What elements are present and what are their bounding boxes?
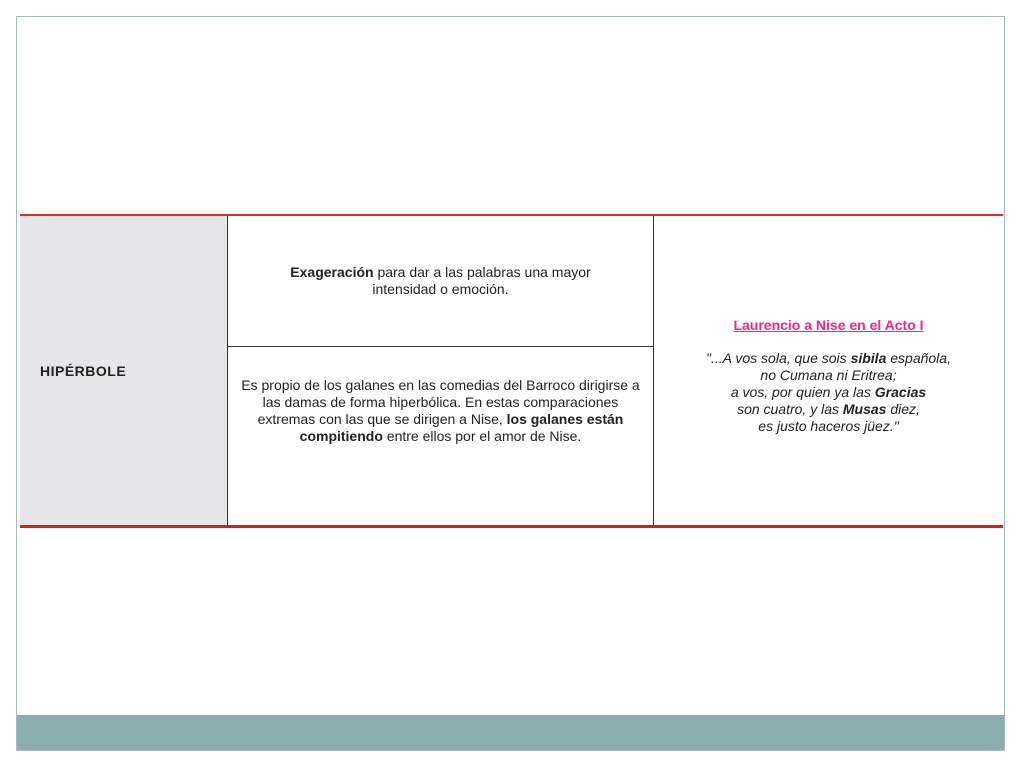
example-cell (654, 216, 1003, 525)
verse-line-5: es justo haceros jüez." (758, 418, 899, 434)
context-cell (228, 347, 654, 525)
verse-line-4-b: diez, (886, 401, 920, 417)
context-before: Es propio de los galanes en las comedias del Barroco dirigirse a las damas de forma hiperbólica. En estas comparaciones extremas con las que se dirigen a Nise, (241, 377, 640, 427)
definition-text (268, 264, 613, 298)
figure-table (20, 214, 1003, 528)
footer-bar (17, 715, 1004, 750)
context-bold: los galanes están compitiendo (299, 411, 624, 444)
slide (16, 16, 1005, 751)
term-cell (20, 216, 228, 525)
verse-line-3 (654, 384, 1003, 401)
verse-line-1-bold: sibila (850, 350, 887, 366)
example-heading: Laurencio a Nise en el Acto I (733, 317, 924, 333)
verse-line-1-a: "...A vos sola, que sois (706, 350, 851, 366)
verse-line-4-a: son cuatro, y las (737, 401, 843, 417)
verse-line-4-bold: Musas (842, 401, 887, 417)
verse-line-2: no Cumana ni Eritrea; (760, 367, 897, 383)
verse-line-3-bold: Gracias (874, 384, 927, 400)
context-text (236, 377, 645, 445)
context-after: entre ellos por el amor de Nise. (382, 428, 582, 444)
verse-line-1-b: española, (886, 350, 951, 366)
verse (654, 350, 1003, 435)
definition-cell (228, 216, 654, 347)
verse-line-4 (654, 401, 1003, 418)
definition-bold: Exageración (290, 264, 374, 280)
term-label: HIPÉRBOLE (40, 362, 127, 379)
verse-line-1 (654, 350, 1003, 367)
verse-line-3-a: a vos, por quien ya las (730, 384, 875, 400)
definition-rest: para dar a las palabras una mayor intensidad o emoción. (372, 264, 591, 297)
